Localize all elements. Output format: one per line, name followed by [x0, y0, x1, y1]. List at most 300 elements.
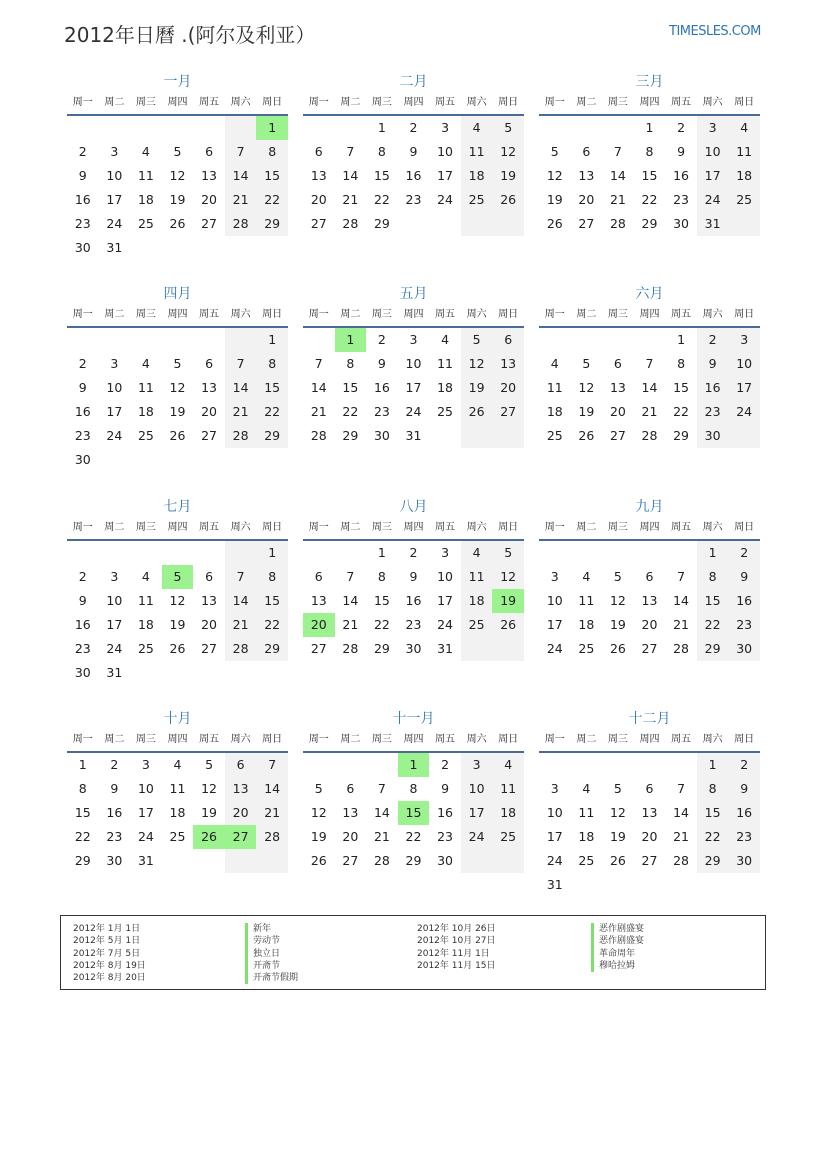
day-cell[interactable]: 2: [377, 332, 386, 347]
day-cell[interactable]: 6: [346, 781, 355, 796]
day-cell[interactable]: 21: [256, 801, 288, 825]
day-cell[interactable]: 7: [314, 356, 323, 371]
day-cell[interactable]: 8: [256, 140, 288, 164]
day-cell[interactable]: 8: [697, 565, 729, 589]
day-cell[interactable]: 8: [78, 781, 87, 796]
day-cell[interactable]: 28: [342, 216, 359, 231]
day-cell[interactable]: 28: [373, 853, 390, 868]
holiday-day-cell[interactable]: 26: [193, 825, 225, 849]
day-cell[interactable]: 12: [461, 352, 493, 376]
day-cell[interactable]: 23: [728, 825, 760, 849]
day-cell[interactable]: 22: [373, 192, 390, 207]
day-cell[interactable]: 3: [728, 328, 760, 352]
day-cell[interactable]: 25: [728, 188, 760, 212]
day-cell[interactable]: 6: [314, 569, 323, 584]
day-cell[interactable]: 24: [546, 853, 563, 868]
day-cell[interactable]: 17: [728, 376, 760, 400]
day-cell[interactable]: 21: [641, 404, 658, 419]
day-cell[interactable]: 1: [677, 332, 686, 347]
day-cell[interactable]: 11: [728, 140, 760, 164]
day-cell[interactable]: 18: [546, 404, 563, 419]
day-cell[interactable]: 3: [110, 144, 119, 159]
day-cell[interactable]: 27: [201, 216, 217, 231]
brand-logo-text[interactable]: TIMESLES.COM: [669, 24, 761, 39]
day-cell[interactable]: 14: [373, 805, 390, 820]
day-cell[interactable]: 17: [437, 593, 453, 608]
day-cell[interactable]: 28: [225, 637, 257, 661]
day-cell[interactable]: 22: [74, 829, 91, 844]
day-cell[interactable]: 19: [169, 404, 186, 419]
day-cell[interactable]: 30: [74, 452, 91, 467]
day-cell[interactable]: 22: [256, 613, 288, 637]
day-cell[interactable]: 3: [697, 116, 729, 140]
day-cell[interactable]: 18: [137, 617, 154, 632]
day-cell[interactable]: 6: [205, 569, 214, 584]
day-cell[interactable]: 17: [546, 829, 563, 844]
day-cell[interactable]: 18: [169, 805, 186, 820]
day-cell[interactable]: 4: [728, 116, 760, 140]
day-cell[interactable]: 23: [74, 641, 91, 656]
day-cell[interactable]: 5: [461, 328, 493, 352]
day-cell[interactable]: 1: [697, 753, 729, 777]
day-cell[interactable]: 8: [645, 144, 654, 159]
day-cell[interactable]: 7: [613, 144, 622, 159]
day-cell[interactable]: 22: [256, 188, 288, 212]
day-cell[interactable]: 15: [256, 164, 288, 188]
day-cell[interactable]: 20: [201, 404, 217, 419]
day-cell[interactable]: 29: [256, 637, 288, 661]
day-cell[interactable]: 20: [225, 801, 257, 825]
day-cell[interactable]: 9: [409, 569, 418, 584]
day-cell[interactable]: 11: [578, 593, 595, 608]
day-cell[interactable]: 19: [310, 829, 327, 844]
day-cell[interactable]: 11: [492, 777, 524, 801]
day-cell[interactable]: 29: [342, 428, 359, 443]
day-cell[interactable]: 13: [310, 593, 327, 608]
day-cell[interactable]: 10: [437, 144, 453, 159]
day-cell[interactable]: 6: [582, 144, 591, 159]
day-cell[interactable]: 25: [137, 641, 154, 656]
day-cell[interactable]: 7: [677, 781, 686, 796]
day-cell[interactable]: 3: [550, 781, 559, 796]
day-cell[interactable]: 9: [697, 352, 729, 376]
day-cell[interactable]: 31: [106, 240, 123, 255]
day-cell[interactable]: 14: [225, 164, 257, 188]
day-cell[interactable]: 26: [169, 641, 186, 656]
day-cell[interactable]: 30: [697, 424, 729, 448]
day-cell[interactable]: 15: [697, 589, 729, 613]
day-cell[interactable]: 3: [441, 545, 450, 560]
day-cell[interactable]: 16: [74, 192, 91, 207]
day-cell[interactable]: 12: [169, 380, 186, 395]
day-cell[interactable]: 15: [673, 380, 689, 395]
day-cell[interactable]: 16: [74, 617, 91, 632]
day-cell[interactable]: 18: [137, 192, 154, 207]
day-cell[interactable]: 29: [373, 216, 390, 231]
day-cell[interactable]: 25: [461, 188, 493, 212]
day-cell[interactable]: 29: [256, 212, 288, 236]
day-cell[interactable]: 11: [578, 805, 595, 820]
day-cell[interactable]: 12: [169, 168, 186, 183]
day-cell[interactable]: 5: [492, 541, 524, 565]
day-cell[interactable]: 17: [106, 192, 123, 207]
day-cell[interactable]: 25: [492, 825, 524, 849]
day-cell[interactable]: 10: [405, 356, 422, 371]
day-cell[interactable]: 20: [641, 617, 658, 632]
day-cell[interactable]: 7: [677, 569, 686, 584]
day-cell[interactable]: 27: [310, 216, 327, 231]
day-cell[interactable]: 5: [314, 781, 323, 796]
holiday-day-cell[interactable]: 1: [335, 328, 367, 352]
day-cell[interactable]: 5: [582, 356, 591, 371]
day-cell[interactable]: 12: [609, 805, 626, 820]
day-cell[interactable]: 30: [728, 849, 760, 873]
day-cell[interactable]: 21: [342, 617, 359, 632]
day-cell[interactable]: 12: [201, 781, 217, 796]
day-cell[interactable]: 4: [461, 116, 493, 140]
day-cell[interactable]: 2: [441, 757, 450, 772]
holiday-day-cell[interactable]: 19: [492, 589, 524, 613]
holiday-day-cell[interactable]: 5: [162, 565, 194, 589]
day-cell[interactable]: 19: [169, 192, 186, 207]
day-cell[interactable]: 19: [546, 192, 563, 207]
day-cell[interactable]: 27: [342, 853, 359, 868]
day-cell[interactable]: 16: [373, 380, 390, 395]
day-cell[interactable]: 13: [492, 352, 524, 376]
day-cell[interactable]: 13: [310, 168, 327, 183]
day-cell[interactable]: 3: [441, 120, 450, 135]
day-cell[interactable]: 14: [673, 593, 689, 608]
day-cell[interactable]: 31: [697, 212, 729, 236]
day-cell[interactable]: 12: [492, 140, 524, 164]
day-cell[interactable]: 8: [377, 569, 386, 584]
day-cell[interactable]: 2: [728, 753, 760, 777]
day-cell[interactable]: 24: [437, 617, 453, 632]
day-cell[interactable]: 6: [645, 781, 654, 796]
day-cell[interactable]: 4: [461, 541, 493, 565]
day-cell[interactable]: 30: [106, 853, 123, 868]
day-cell[interactable]: 6: [205, 356, 214, 371]
day-cell[interactable]: 29: [373, 641, 390, 656]
holiday-day-cell[interactable]: 27: [225, 825, 257, 849]
day-cell[interactable]: 8: [377, 144, 386, 159]
day-cell[interactable]: 26: [578, 428, 595, 443]
day-cell[interactable]: 22: [641, 192, 658, 207]
day-cell[interactable]: 4: [173, 757, 182, 772]
day-cell[interactable]: 10: [106, 380, 123, 395]
day-cell[interactable]: 17: [137, 805, 154, 820]
day-cell[interactable]: 15: [697, 801, 729, 825]
day-cell[interactable]: 20: [342, 829, 359, 844]
day-cell[interactable]: 13: [201, 593, 217, 608]
day-cell[interactable]: 20: [201, 192, 217, 207]
day-cell[interactable]: 28: [256, 825, 288, 849]
day-cell[interactable]: 13: [578, 168, 595, 183]
day-cell[interactable]: 1: [645, 120, 654, 135]
day-cell[interactable]: 19: [492, 164, 524, 188]
day-cell[interactable]: 24: [546, 641, 563, 656]
day-cell[interactable]: 17: [106, 404, 123, 419]
day-cell[interactable]: 4: [141, 356, 150, 371]
day-cell[interactable]: 10: [546, 593, 563, 608]
day-cell[interactable]: 26: [169, 216, 186, 231]
day-cell[interactable]: 16: [673, 168, 689, 183]
day-cell[interactable]: 1: [697, 541, 729, 565]
day-cell[interactable]: 10: [437, 569, 453, 584]
day-cell[interactable]: 10: [137, 781, 154, 796]
day-cell[interactable]: 8: [697, 777, 729, 801]
day-cell[interactable]: 11: [546, 380, 563, 395]
day-cell[interactable]: 14: [225, 376, 257, 400]
day-cell[interactable]: 13: [641, 593, 658, 608]
day-cell[interactable]: 23: [373, 404, 390, 419]
holiday-day-cell[interactable]: 20: [303, 613, 335, 637]
day-cell[interactable]: 23: [405, 192, 422, 207]
day-cell[interactable]: 19: [169, 617, 186, 632]
day-cell[interactable]: 9: [728, 777, 760, 801]
day-cell[interactable]: 16: [74, 404, 91, 419]
day-cell[interactable]: 12: [169, 593, 186, 608]
day-cell[interactable]: 7: [377, 781, 386, 796]
day-cell[interactable]: 2: [677, 120, 686, 135]
day-cell[interactable]: 25: [169, 829, 186, 844]
day-cell[interactable]: 30: [673, 216, 689, 231]
day-cell[interactable]: 21: [225, 613, 257, 637]
day-cell[interactable]: 17: [106, 617, 123, 632]
day-cell[interactable]: 31: [405, 428, 422, 443]
day-cell[interactable]: 6: [492, 328, 524, 352]
day-cell[interactable]: 27: [201, 428, 217, 443]
day-cell[interactable]: 11: [437, 356, 453, 371]
day-cell[interactable]: 15: [373, 168, 390, 183]
day-cell[interactable]: 4: [582, 569, 591, 584]
day-cell[interactable]: 25: [137, 216, 154, 231]
day-cell[interactable]: 26: [609, 641, 626, 656]
holiday-day-cell[interactable]: 1: [398, 753, 430, 777]
day-cell[interactable]: 10: [728, 352, 760, 376]
day-cell[interactable]: 11: [461, 565, 493, 589]
day-cell[interactable]: 16: [728, 589, 760, 613]
day-cell[interactable]: 27: [641, 853, 658, 868]
day-cell[interactable]: 15: [373, 593, 390, 608]
day-cell[interactable]: 30: [728, 637, 760, 661]
day-cell[interactable]: 21: [225, 400, 257, 424]
day-cell[interactable]: 11: [137, 593, 154, 608]
day-cell[interactable]: 13: [225, 777, 257, 801]
day-cell[interactable]: 17: [546, 617, 563, 632]
day-cell[interactable]: 30: [373, 428, 390, 443]
day-cell[interactable]: 27: [641, 641, 658, 656]
day-cell[interactable]: 20: [609, 404, 626, 419]
day-cell[interactable]: 11: [137, 168, 154, 183]
day-cell[interactable]: 10: [546, 805, 563, 820]
day-cell[interactable]: 19: [609, 617, 626, 632]
day-cell[interactable]: 23: [673, 192, 689, 207]
day-cell[interactable]: 2: [78, 356, 87, 371]
day-cell[interactable]: 2: [78, 569, 87, 584]
day-cell[interactable]: 13: [609, 380, 626, 395]
day-cell[interactable]: 2: [409, 545, 418, 560]
day-cell[interactable]: 8: [256, 565, 288, 589]
day-cell[interactable]: 5: [550, 144, 559, 159]
day-cell[interactable]: 27: [578, 216, 595, 231]
day-cell[interactable]: 9: [409, 144, 418, 159]
day-cell[interactable]: 14: [609, 168, 626, 183]
day-cell[interactable]: 24: [461, 825, 493, 849]
day-cell[interactable]: 24: [437, 192, 453, 207]
day-cell[interactable]: 30: [74, 665, 91, 680]
day-cell[interactable]: 22: [673, 404, 689, 419]
day-cell[interactable]: 27: [201, 641, 217, 656]
day-cell[interactable]: 22: [697, 613, 729, 637]
day-cell[interactable]: 16: [405, 593, 422, 608]
day-cell[interactable]: 29: [697, 849, 729, 873]
day-cell[interactable]: 7: [225, 565, 257, 589]
day-cell[interactable]: 9: [78, 168, 87, 183]
day-cell[interactable]: 8: [346, 356, 355, 371]
day-cell[interactable]: 23: [697, 400, 729, 424]
day-cell[interactable]: 24: [106, 428, 123, 443]
day-cell[interactable]: 17: [461, 801, 493, 825]
day-cell[interactable]: 14: [225, 589, 257, 613]
day-cell[interactable]: 15: [342, 380, 359, 395]
day-cell[interactable]: 15: [641, 168, 658, 183]
day-cell[interactable]: 7: [346, 144, 355, 159]
day-cell[interactable]: 9: [728, 565, 760, 589]
day-cell[interactable]: 10: [697, 140, 729, 164]
day-cell[interactable]: 27: [492, 400, 524, 424]
day-cell[interactable]: 25: [578, 641, 595, 656]
day-cell[interactable]: 15: [74, 805, 91, 820]
day-cell[interactable]: 23: [106, 829, 123, 844]
day-cell[interactable]: 5: [492, 116, 524, 140]
day-cell[interactable]: 7: [256, 753, 288, 777]
day-cell[interactable]: 29: [74, 853, 91, 868]
day-cell[interactable]: 30: [405, 641, 422, 656]
day-cell[interactable]: 20: [641, 829, 658, 844]
day-cell[interactable]: 5: [613, 569, 622, 584]
day-cell[interactable]: 26: [609, 853, 626, 868]
day-cell[interactable]: 30: [74, 240, 91, 255]
day-cell[interactable]: 2: [110, 757, 119, 772]
day-cell[interactable]: 21: [609, 192, 626, 207]
day-cell[interactable]: 31: [437, 641, 453, 656]
day-cell[interactable]: 1: [78, 757, 87, 772]
day-cell[interactable]: 14: [342, 168, 359, 183]
day-cell[interactable]: 3: [141, 757, 150, 772]
day-cell[interactable]: 7: [225, 352, 257, 376]
day-cell[interactable]: 20: [310, 192, 327, 207]
day-cell[interactable]: 29: [697, 637, 729, 661]
day-cell[interactable]: 17: [437, 168, 453, 183]
day-cell[interactable]: 19: [201, 805, 217, 820]
day-cell[interactable]: 23: [74, 216, 91, 231]
day-cell[interactable]: 23: [405, 617, 422, 632]
day-cell[interactable]: 18: [728, 164, 760, 188]
day-cell[interactable]: 9: [78, 380, 87, 395]
day-cell[interactable]: 15: [256, 589, 288, 613]
day-cell[interactable]: 26: [310, 853, 327, 868]
day-cell[interactable]: 28: [310, 428, 327, 443]
day-cell[interactable]: 22: [697, 825, 729, 849]
day-cell[interactable]: 14: [256, 777, 288, 801]
day-cell[interactable]: 29: [405, 853, 422, 868]
day-cell[interactable]: 20: [492, 376, 524, 400]
day-cell[interactable]: 3: [409, 332, 418, 347]
day-cell[interactable]: 14: [310, 380, 327, 395]
day-cell[interactable]: 5: [173, 356, 182, 371]
day-cell[interactable]: 26: [492, 613, 524, 637]
day-cell[interactable]: 28: [225, 424, 257, 448]
day-cell[interactable]: 2: [409, 120, 418, 135]
day-cell[interactable]: 1: [377, 545, 386, 560]
day-cell[interactable]: 19: [461, 376, 493, 400]
day-cell[interactable]: 25: [437, 404, 453, 419]
day-cell[interactable]: 13: [641, 805, 658, 820]
day-cell[interactable]: 31: [546, 877, 563, 892]
day-cell[interactable]: 29: [673, 428, 689, 443]
day-cell[interactable]: 2: [697, 328, 729, 352]
day-cell[interactable]: 18: [578, 617, 595, 632]
day-cell[interactable]: 28: [673, 853, 689, 868]
day-cell[interactable]: 1: [377, 120, 386, 135]
day-cell[interactable]: 28: [225, 212, 257, 236]
day-cell[interactable]: 5: [205, 757, 214, 772]
day-cell[interactable]: 9: [377, 356, 386, 371]
day-cell[interactable]: 26: [492, 188, 524, 212]
day-cell[interactable]: 8: [256, 352, 288, 376]
day-cell[interactable]: 20: [578, 192, 595, 207]
day-cell[interactable]: 13: [342, 805, 359, 820]
day-cell[interactable]: 22: [342, 404, 359, 419]
day-cell[interactable]: 3: [461, 753, 493, 777]
day-cell[interactable]: 21: [342, 192, 359, 207]
day-cell[interactable]: 25: [137, 428, 154, 443]
day-cell[interactable]: 9: [441, 781, 450, 796]
day-cell[interactable]: 4: [492, 753, 524, 777]
day-cell[interactable]: 26: [169, 428, 186, 443]
day-cell[interactable]: 12: [546, 168, 563, 183]
day-cell[interactable]: 21: [673, 829, 689, 844]
day-cell[interactable]: 7: [346, 569, 355, 584]
day-cell[interactable]: 1: [256, 328, 288, 352]
day-cell[interactable]: 12: [492, 565, 524, 589]
day-cell[interactable]: 4: [550, 356, 559, 371]
day-cell[interactable]: 19: [578, 404, 595, 419]
day-cell[interactable]: 6: [645, 569, 654, 584]
day-cell[interactable]: 21: [673, 617, 689, 632]
day-cell[interactable]: 31: [137, 853, 154, 868]
day-cell[interactable]: 24: [728, 400, 760, 424]
day-cell[interactable]: 22: [373, 617, 390, 632]
day-cell[interactable]: 11: [137, 380, 154, 395]
holiday-day-cell[interactable]: 15: [398, 801, 430, 825]
day-cell[interactable]: 9: [78, 593, 87, 608]
day-cell[interactable]: 14: [342, 593, 359, 608]
day-cell[interactable]: 18: [578, 829, 595, 844]
day-cell[interactable]: 10: [106, 168, 123, 183]
day-cell[interactable]: 13: [201, 168, 217, 183]
day-cell[interactable]: 5: [173, 144, 182, 159]
day-cell[interactable]: 2: [78, 144, 87, 159]
day-cell[interactable]: 21: [225, 188, 257, 212]
day-cell[interactable]: 21: [310, 404, 327, 419]
day-cell[interactable]: 21: [373, 829, 390, 844]
day-cell[interactable]: 8: [677, 356, 686, 371]
day-cell[interactable]: 16: [697, 376, 729, 400]
holiday-day-cell[interactable]: 1: [256, 116, 288, 140]
day-cell[interactable]: 16: [437, 805, 453, 820]
